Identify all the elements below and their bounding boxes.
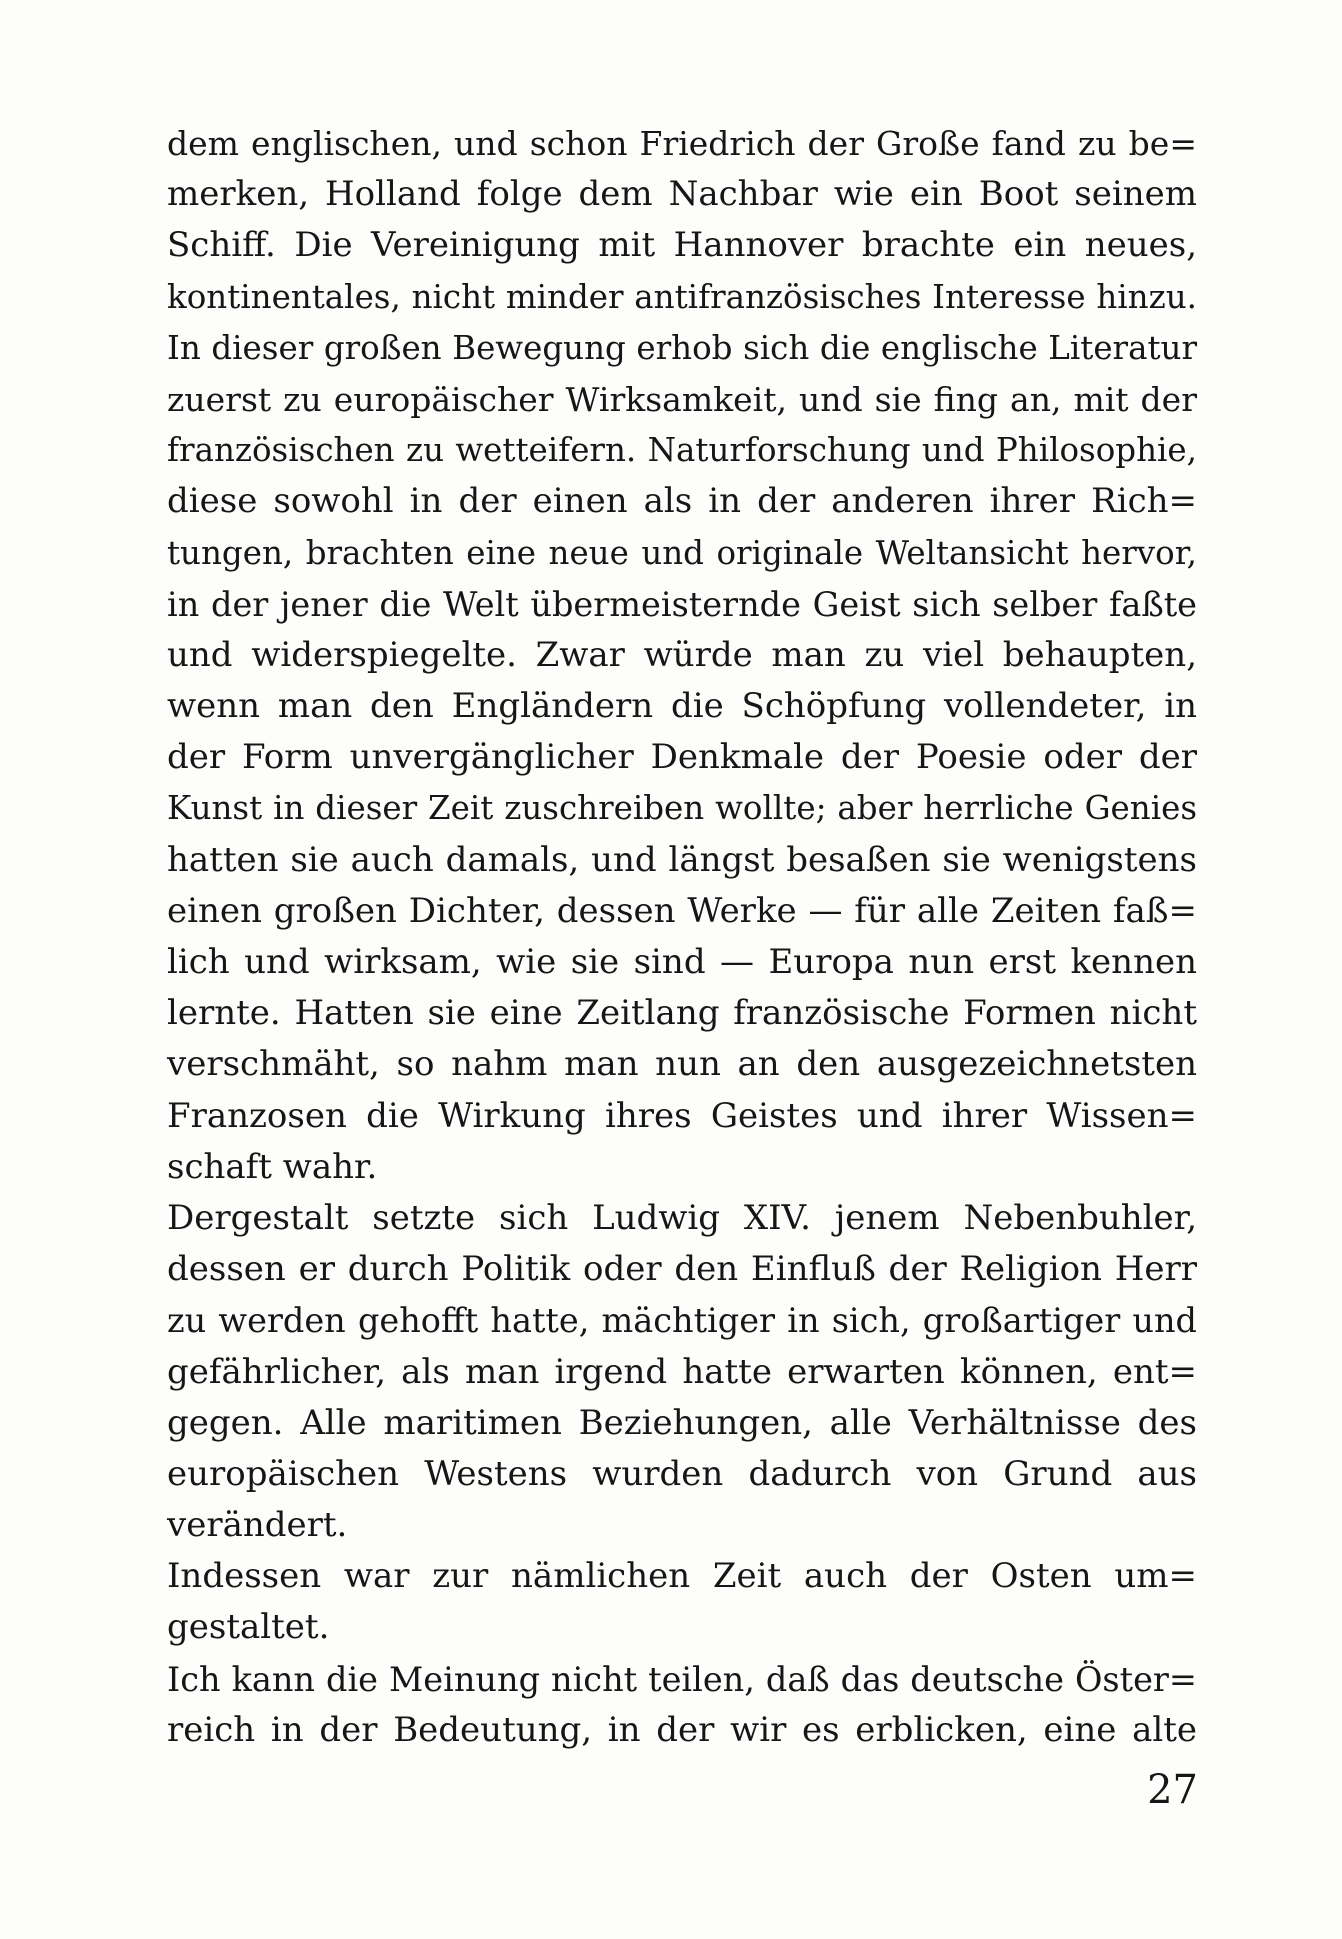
text-line: und widerspiegelte. Zwar würde man zu viel behaupten, — [167, 634, 1197, 675]
paragraph-end-line: gestaltet. — [167, 1607, 330, 1648]
text-line: kontinentales, nicht minder antifranzösisches Interesse hinzu. — [167, 277, 1197, 316]
text-line: europäischen Westens wurden dadurch von Grund aus — [167, 1453, 1197, 1494]
text-line: tungen, brachten eine neue und originale Weltansicht hervor, — [167, 533, 1197, 572]
text-line: hatten sie auch damals, und längst besaßen sie wenigstens — [167, 839, 1197, 880]
text-line: Franzosen die Wirkung ihres Geistes und ihrer Wissen= — [167, 1095, 1197, 1136]
text-line: diese sowohl in der einen als in der anderen ihrer Rich= — [167, 481, 1197, 522]
text-line: Indessen war zur nämlichen Zeit auch der Osten um= — [167, 1556, 1197, 1597]
text-line: Schiff. Die Vereinigung mit Hannover brachte ein neues, — [167, 225, 1197, 266]
paragraph-end-line: verändert. — [167, 1505, 348, 1546]
text-line: lernte. Hatten sie eine Zeitlang französische Formen nicht — [167, 993, 1197, 1034]
text-line: gegen. Alle maritimen Beziehungen, alle Verhältnisse des — [167, 1402, 1197, 1443]
text-line: französischen zu wetteifern. Naturforschung und Philosophie, — [167, 431, 1197, 470]
text-line: einen großen Dichter, dessen Werke — für alle Zeiten faß= — [167, 890, 1197, 931]
text-line: lich und wirksam, wie sie sind — Europa nun erst kennen — [167, 942, 1197, 982]
text-line: wenn man den Engländern die Schöpfung vollendeter, in — [167, 686, 1197, 727]
page-number: 27 — [1147, 1767, 1198, 1813]
text-line: reich in der Bedeutung, in der wir es erblicken, eine alte — [167, 1709, 1197, 1750]
paragraph-end-line: schaft wahr. — [167, 1146, 378, 1187]
text-line: in der jener die Welt übermeisternde Geist sich selber faßte — [167, 584, 1197, 624]
body-text — [167, 118, 1197, 1756]
text-line: Ich kann die Meinung nicht teilen, daß das deutsche Öster= — [167, 1659, 1197, 1699]
text-line: dessen er durch Politik oder den Einfluß der Religion Herr — [167, 1249, 1197, 1290]
text-line: zuerst zu europäischer Wirksamkeit, und sie fing an, mit der — [167, 379, 1197, 419]
text-line: merken, Holland folge dem Nachbar wie ein Boot seinem — [167, 174, 1197, 215]
text-line: der Form unvergänglicher Denkmale der Poesie oder der — [167, 737, 1197, 778]
text-line: gefährlicher, als man irgend hatte erwarten können, ent= — [167, 1351, 1197, 1392]
text-line: zu werden gehofft hatte, mächtiger in sich, großartiger und — [167, 1301, 1197, 1341]
text-line: Dergestalt setzte sich Ludwig XIV. jenem Nebenbuhler, — [167, 1197, 1197, 1238]
text-line: In dieser großen Bewegung erhob sich die englische Literatur — [167, 328, 1197, 367]
text-line: Kunst in dieser Zeit zuschreiben wollte; aber herrliche Genies — [167, 789, 1197, 828]
text-line: dem englischen, und schon Friedrich der Große fand zu be= — [167, 124, 1197, 163]
text-line: verschmäht, so nahm man nun an den ausgezeichnetsten — [167, 1044, 1197, 1085]
